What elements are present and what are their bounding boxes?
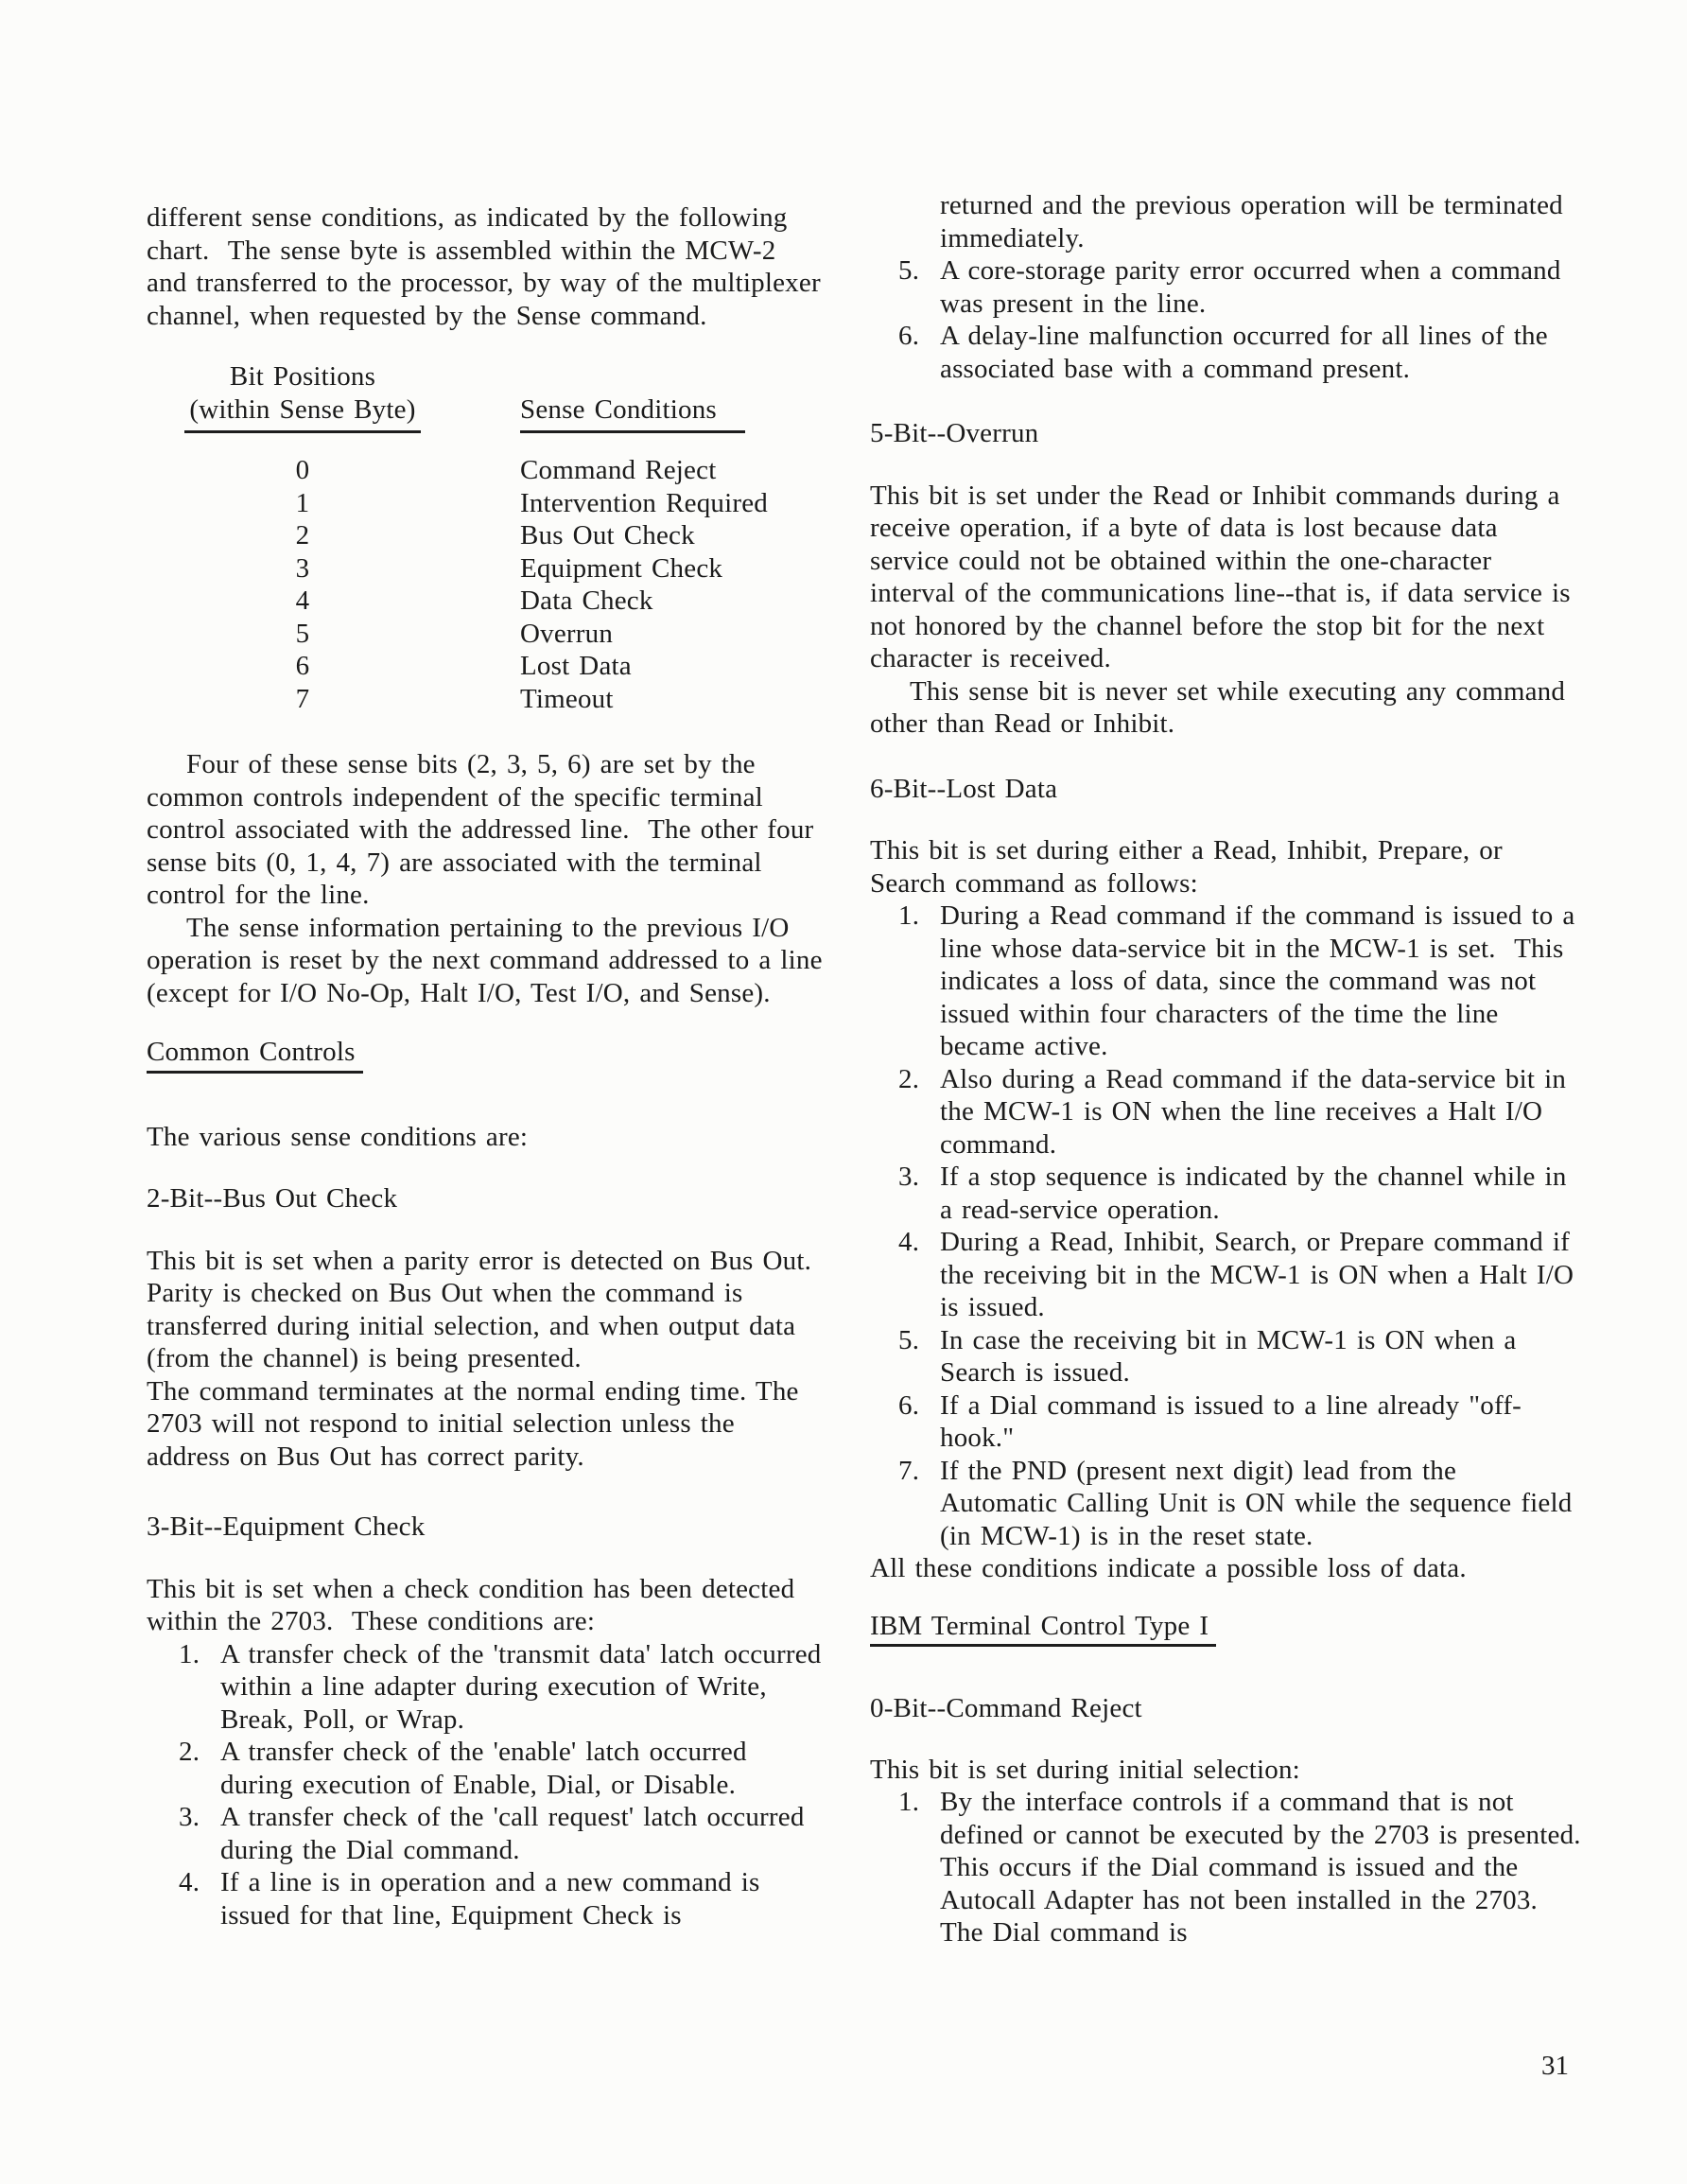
list-item-number: 5. [898, 255, 920, 286]
list-item [179, 1736, 823, 1801]
heading-0-bit-command-reject: 0-Bit--Command Reject [870, 1693, 1142, 1723]
list-item-number: 5. [898, 1324, 920, 1355]
lost-data-list [870, 900, 1585, 1552]
table-row-bit: 0 [295, 455, 310, 485]
list-item [898, 1161, 1581, 1226]
list-item-text: By the interface controls if a command that is not defined or cannot be executed by the 2703 is presented. This occurs if the Dial command is issued and the Autocall Adapter has not been installed in the 2703. The Dial command is [940, 1787, 1600, 1948]
table-row-condition: Intervention Required [520, 487, 768, 518]
list-item-text: During a Read command if the command is issued to a line whose data-service bit in the MCW-1 is set. This indicates a loss of data, since the command was not issued within four characters of the time the line became active. [940, 900, 1585, 1061]
list-item [898, 1786, 1600, 1949]
command-reject-list [870, 1786, 1600, 1949]
list-item-number: 2. [898, 1063, 920, 1094]
list-item-number: 4. [898, 1227, 920, 1257]
paragraph-four-sense-bits: Four of these sense bits (2, 3, 5, 6) are set by the common controls independent of the specific terminal control associated with the addressed line. The other four sense bits (0, 1, 4, 7) are associated with the terminal control for the line. [147, 749, 824, 910]
heading-6-bit-lost-data: 6-Bit--Lost Data [870, 773, 1058, 804]
table-row-bit: 3 [295, 552, 310, 584]
sense-bit-table [184, 360, 823, 715]
list-item-text: Also during a Read command if the data-service bit in the MCW-1 is ON when the line receives a Halt I/O command. [940, 1063, 1576, 1160]
table-row-bit: 2 [295, 520, 310, 550]
list-item [898, 1226, 1584, 1324]
paragraph-sense-info-reset: The sense information pertaining to the previous I/O operation is reset by the next command addressed to a line (except for I/O No-Op, Halt I/O, Test I/O, and Sense). [147, 912, 832, 1008]
list-item-number: 3. [898, 1162, 920, 1192]
table-row-bit: 1 [295, 487, 310, 518]
list-item [898, 320, 1581, 385]
list-item-number: 1. [898, 1787, 920, 1817]
list-item [179, 1638, 831, 1737]
list-item-text: A transfer check of the 'enable' latch occurred during execution of Enable, Dial, or Disable. [220, 1737, 757, 1800]
list-item-number: 2. [179, 1737, 200, 1767]
table-row-condition: Command Reject [520, 455, 717, 485]
list-item-text: A delay-line malfunction occurred for all lines of the associated base with a command present. [940, 321, 1557, 384]
list-item [179, 1866, 823, 1931]
list-item-number: 7. [898, 1455, 920, 1486]
heading-ibm-terminal-control: IBM Terminal Control Type I [870, 1610, 1581, 1648]
list-item-text: A transfer check of the 'call request' latch occurred during the Dial command. [220, 1802, 814, 1865]
list-item-number: 3. [179, 1802, 200, 1832]
paragraph-6bit-intro: This bit is set during either a Read, Inhibit, Prepare, or Search command as follows: [870, 835, 1512, 899]
list-item-number: 4. [179, 1867, 200, 1897]
heading-3-bit-equipment-check: 3-Bit--Equipment Check [147, 1511, 426, 1542]
paragraph-2bit-b: The command terminates at the normal ending time. The 2703 will not respond to initial selection unless the address on Bus Out has correct parity. [147, 1375, 809, 1472]
equipment-check-list [147, 1638, 831, 1932]
list-item [898, 1455, 1581, 1553]
table-row-bit: 4 [295, 585, 310, 616]
list-item-text: In case the receiving bit in MCW-1 is ON when a Search is issued. [940, 1324, 1526, 1388]
list-item-number: 1. [179, 1638, 200, 1669]
right-column [870, 189, 1600, 1949]
item4-continuation: returned and the previous operation will be terminated immediately. [940, 190, 1573, 253]
list-item [898, 1063, 1581, 1162]
table-row-condition: Data Check [520, 585, 653, 616]
list-item-text: If a stop sequence is indicated by the channel while in a read-service operation. [940, 1162, 1576, 1225]
list-item-text: If a Dial command is issued to a line already "off-hook." [940, 1389, 1522, 1453]
list-item [179, 1801, 823, 1866]
table-row-condition: Lost Data [520, 651, 632, 681]
table-header-bit-positions-line1: Bit Positions [229, 361, 376, 392]
page-number: 31 [1541, 2051, 1569, 2081]
list-item-number: 6. [898, 321, 920, 351]
paragraph-0bit-intro: This bit is set during initial selection: [870, 1754, 1300, 1785]
paragraph-2bit-a: This bit is set when a parity error is detected on Bus Out. Parity is checked on Bus Out when the command is transferred during initial selection, and when output data (from the channel) is being presented. [147, 1245, 830, 1373]
paragraph-3bit-intro: This bit is set when a check condition has been detected within the 2703. These conditions are: [147, 1573, 805, 1636]
list-item-text: A core-storage parity error occurred when a command was present in the line. [940, 255, 1571, 319]
list-item-text: During a Read, Inhibit, Search, or Prepare command if the receiving bit in the MCW-1 is ON when a Halt I/O is issued. [940, 1227, 1584, 1322]
table-header-sense-conditions: Sense Conditions [520, 393, 745, 434]
intro-paragraph: different sense conditions, as indicated by the following chart. The sense byte is assembled within the MCW-2 and transferred to the processor, by way of the multiplexer channel, when requested by the Sense command. [147, 202, 830, 331]
list-item [898, 254, 1581, 320]
table-row-condition: Equipment Check [520, 552, 723, 584]
list-item-text: If a line is in operation and a new command is issued for that line, Equipment Check is [220, 1867, 770, 1931]
heading-5-bit-overrun: 5-Bit--Overrun [870, 418, 1039, 448]
table-header-bit-positions-line2: (within Sense Byte) [189, 393, 416, 425]
table-row-condition: Overrun [520, 618, 614, 649]
table-row-bit: 6 [295, 651, 310, 681]
table-row-bit: 5 [295, 618, 310, 649]
list-item-number: 6. [898, 1389, 920, 1421]
table-row-condition: Timeout [520, 683, 614, 714]
heading-2-bit-bus-out-check: 2-Bit--Bus Out Check [147, 1183, 398, 1214]
list-item-text: A transfer check of the 'transmit data' latch occurred within a line adapter during execution of Write, Break, Poll, or Wrap. [220, 1638, 831, 1735]
table-row-condition: Bus Out Check [520, 520, 695, 550]
list-item [898, 1324, 1581, 1389]
list-item-text: If the PND (present next digit) lead from the Automatic Calling Unit is ON while the sequence field (in MCW-1) is in the reset state. [940, 1455, 1582, 1551]
paragraph-5bit-b: This sense bit is never set while executing any command other than Read or Inhibit. [870, 675, 1575, 739]
list-item-number: 1. [898, 900, 920, 931]
table-header-bit-positions [184, 360, 421, 433]
left-column [147, 201, 832, 1931]
equipment-check-list-continued [870, 254, 1581, 385]
paragraph-all-conditions: All these conditions indicate a possible loss of data. [870, 1553, 1467, 1583]
heading-common-controls: Common Controls [147, 1036, 823, 1074]
paragraph-5bit-a: This bit is set under the Read or Inhibit commands during a receive operation, if a byte of data is lost because data service could not be obtained within the one-character interval of the communications line--that is, if data service is not honored by the channel before the stop bit for the next character is received. [870, 480, 1580, 673]
paragraph-various-conditions: The various sense conditions are: [147, 1121, 529, 1152]
table-row-bit: 7 [295, 683, 310, 714]
list-item [898, 1389, 1581, 1455]
list-item [898, 900, 1585, 1063]
